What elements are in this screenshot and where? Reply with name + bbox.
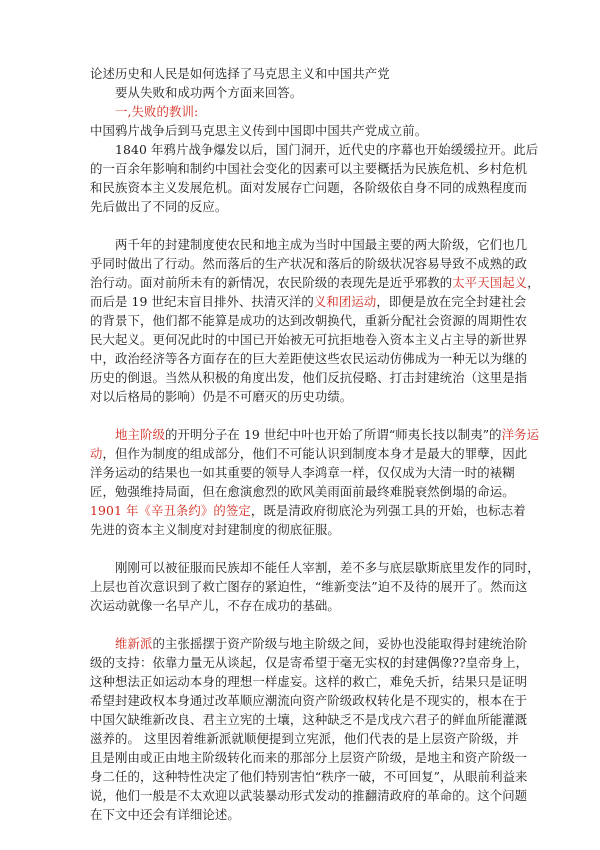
paragraph-1: 中国鸦片战争后到马克思主义传到中国即中国共产党成立前。 bbox=[90, 123, 428, 138]
paragraph-line: 先后做出了不同的反应。 bbox=[90, 199, 228, 214]
text-span: 的主张摇摆于资产阶级与地主阶级之间，妥协也没能取得封建统治阶 bbox=[152, 636, 528, 651]
text-span: ，既是清政府彻底沦为列强工具的开始，也标志着 bbox=[250, 503, 526, 518]
text-span: 治行动。面对前所未有的新情况，农民阶级的表现先是近乎邪教的 bbox=[90, 275, 453, 290]
paragraph-line: 身二任的，这种特性决定了他们特别害怕“秩序一破，不可回复”，从眼前利益来 bbox=[90, 769, 528, 784]
paragraph-line: 匠，勉强维持局面，但在愈演愈烈的欧风美雨面前最终难脱衰然倒塌的命运。 bbox=[90, 484, 515, 499]
highlight-xinchou: 1901 年《辛丑条约》的签定 bbox=[90, 503, 251, 518]
highlight-landlord: 地主阶级 bbox=[115, 427, 165, 442]
paragraph-line: 刚刚可以被征服而民族却不能任人宰割，差不多与底层歇斯底里发作的同时， bbox=[115, 560, 540, 575]
paragraph-line: 中国欠缺维新改良、君主立宪的土壤，这种缺乏不是戊戌六君子的鲜血所能灌溉 bbox=[90, 712, 528, 727]
paragraph-3 bbox=[90, 235, 540, 406]
paragraph-line: 先进的资本主义制度对封建制度的彻底征服。 bbox=[90, 522, 340, 537]
paragraph-line bbox=[90, 292, 530, 311]
text-span: 而后是 19 世纪末盲目排外、扶清灭洋的 bbox=[90, 294, 314, 309]
paragraph-6 bbox=[90, 634, 530, 824]
paragraph-5 bbox=[90, 558, 540, 615]
paragraph-line: 级的支持：依靠力量无从谈起，仅是寄希望于毫无实权的封建偶像??皇帝身上， bbox=[90, 655, 529, 670]
text-span: 的开明分子在 19 世纪中叶也开始了所谓“师夷长技以制夷”的 bbox=[164, 427, 502, 442]
paragraph-line bbox=[90, 425, 540, 444]
highlight-boxer: 义和团运动 bbox=[313, 294, 377, 309]
paragraph-line: 两千年的封建制度使农民和地主成为当时中国最主要的两大阶级，它们也几 bbox=[115, 237, 528, 252]
paragraph-line: 说，他们一般是不太欢迎以武装暴动形式发动的推翻清政府的革命的。这个问题 bbox=[90, 788, 528, 803]
paragraph-line: 民大起义。更何况此时的中国已开始被无可抗拒地卷入资本主义占主导的新世界 bbox=[90, 332, 528, 347]
paragraph-line bbox=[90, 273, 540, 292]
section-heading: 一,失败的教训: bbox=[115, 104, 199, 119]
paragraph-line: 次运动就像一名早产儿，不存在成功的基础。 bbox=[90, 598, 340, 613]
paragraph-line: 滋养的。 这里因着维新派就顺便提到立宪派，他们代表的是上层资产阶级，并 bbox=[90, 731, 519, 746]
paragraph-line bbox=[90, 444, 530, 463]
highlight-yangwu: 洋务运 bbox=[501, 427, 540, 442]
paragraph-line: 历史的倒退。当然从积极的角度出发，他们反抗侵略、打击封建统治（这里是指 bbox=[90, 370, 528, 385]
text-span: ， bbox=[527, 275, 540, 290]
paragraph-line: 的背景下，他们都不能算是成功的达到改朝换代，重新分配社会资源的周期性农 bbox=[90, 313, 528, 328]
intro-line: 要从失败和成功两个方面来回答。 bbox=[115, 85, 303, 100]
paragraph-line: 在下文中还会有详细论述。 bbox=[90, 807, 240, 822]
paragraph-line: 希望封建政权本身通过改革顺应潮流向资产阶级政权转化是不现实的，根本在于 bbox=[90, 693, 528, 708]
text-span: ，即便是放在完全封建社会 bbox=[376, 294, 527, 309]
paragraph-line: 上层也首次意识到了救亡图存的紧迫性，“维新变法”迫不及待的展开了。然而这 bbox=[90, 579, 528, 594]
paragraph-line: 的一百余年影响和制约中国社会变化的因素可以主要概括为民族危机、乡村危机 bbox=[90, 161, 528, 176]
paragraph-2 bbox=[90, 140, 539, 216]
page-title: 论述历史和人民是如何选择了马克思主义和中国共产党 bbox=[90, 66, 390, 81]
highlight-yangwu-end: 动 bbox=[90, 446, 103, 461]
paragraph-line bbox=[90, 501, 530, 520]
paragraph-line: 中，政治经济等各方面存在的巨大差距使这些农民运动仿佛成为一种无以为继的 bbox=[90, 351, 528, 366]
paragraph-line: 1840 年鸦片战争爆发以后，国门洞开，近代史的序幕也开始缓缓拉开。此后 bbox=[115, 142, 539, 157]
highlight-taiping: 太平天国起义 bbox=[452, 275, 528, 290]
text-span: ，但作为制度的组成部分，他们不可能认识到制度本身才是最大的罪孽，因此 bbox=[102, 446, 528, 461]
paragraph-line: 和民族资本主义发展危机。面对发展存亡问题，各阶级依自身不同的成熟程度而 bbox=[90, 180, 528, 195]
paragraph-line bbox=[90, 634, 530, 653]
highlight-reformists: 维新派 bbox=[115, 636, 153, 651]
paragraph-line: 且是刚由或正由地主阶级转化而来的那部分上层资产阶级，是地主和资产阶级一 bbox=[90, 750, 528, 765]
paragraph-line: 乎同时做出了行动。然而落后的生产状况和落后的阶级状况容易导致不成熟的政 bbox=[90, 256, 528, 271]
paragraph-line: 这种想法正如运动本身的理想一样虚妄。这样的救亡，难免夭折，结果只是证明 bbox=[90, 674, 528, 689]
paragraph-4 bbox=[90, 425, 540, 539]
paragraph-line: 洋务运动的结果也一如其重要的领导人李鸿章一样，仅仅成为大清一时的裱糊 bbox=[90, 465, 515, 480]
paragraph-line: 对以后格局的影响）仍是不可磨灭的历史功绩。 bbox=[90, 389, 353, 404]
